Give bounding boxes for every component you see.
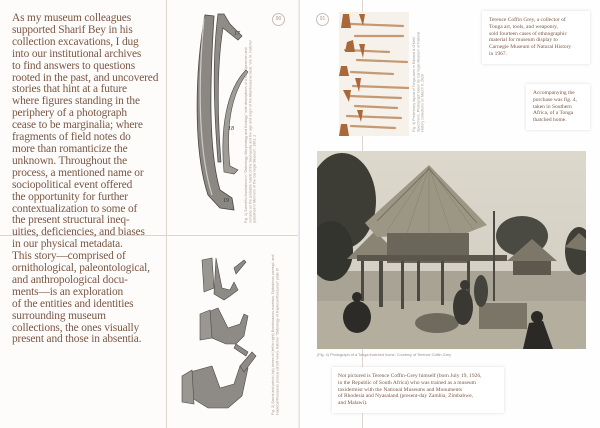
body-line: fragments of field notes do: [12, 131, 131, 144]
body-line: ornithological, paleontological,: [12, 262, 150, 275]
body-line: to find answers to questions: [12, 59, 135, 72]
callout-line: in 1967.: [489, 50, 508, 57]
callout-line: and Malawi).: [338, 400, 368, 407]
callout-line: in the Republic of South Africa) who was trained as a museum: [338, 379, 476, 386]
pelvis-illustration-fig2: [178, 248, 268, 418]
body-line: and anthropological docu-: [12, 273, 128, 286]
callout-line: Carnegie Museum of Natural History: [489, 44, 572, 51]
bone-label: 18: [228, 126, 234, 132]
body-line: rooted in the past, and uncovered: [12, 71, 159, 84]
callout-line: sold fourteen cases of ethnographic: [489, 30, 567, 37]
callout-line: taxidermist with the National Museums and Monuments: [338, 386, 463, 393]
body-line: As my museum colleagues: [12, 12, 131, 24]
page-number-left: 90: [272, 13, 285, 26]
body-line: supported Sharif Bey in his: [12, 23, 133, 36]
fig4-caption: (Fig. 4) Photograph of a Tonga thatched home. Courtesy of Terence Coffin-Grey: [317, 353, 452, 357]
callout-accompanying: [526, 84, 590, 130]
callout-line: material for museum display to: [489, 37, 558, 44]
callout-line: Not pictured is Terence Coffin-Grey himself (born July 19, 1926,: [338, 373, 482, 379]
body-line: the opportunity for further: [12, 190, 128, 203]
bone-illustration-fig1: [190, 10, 250, 220]
body-line: This story—comprised of: [12, 250, 126, 263]
fig3-caption: Fig. 3) Preliminary layout of Tonga axes in Edward & O'Neill Specimens. Photograph taken by Carnegie Museum of Natural History collections on March 6, 2020: [412, 32, 425, 132]
tonga-axes-photo-fig3: [339, 12, 409, 136]
body-line: more than romanticize the: [12, 142, 128, 155]
callout-line: of Rhodesia and Nyasaland (present-day Zambia, Zimbabwe,: [338, 393, 474, 400]
body-line: present and those in absentia.: [12, 333, 142, 346]
body-line: unknown. Throughout the: [12, 154, 127, 167]
body-line: ments—is an exploration: [12, 285, 124, 298]
body-line: periphery of a photograph: [12, 107, 127, 120]
callout-line: purchase was fig. 4,: [533, 96, 577, 103]
body-text: [12, 13, 162, 346]
body-line: cease to be marginalia; where: [12, 119, 143, 132]
callout-line: Accompanying the: [533, 90, 575, 96]
fig1-caption: Fig. 1) Scientific illustrations in "Osteology, Morphology and Ecology" with descriptions of a new Specimen and remarks on the probable habits of the Sauropoda and the age and origin of the Atlantosaurus beds. Vol. III. Hatcher published in Memoirs of the Carnegie Museum. 1901, 2: [244, 39, 257, 223]
fig2-caption: Fig. 2) Sacral and pelvic (hip) bones of (left to right) Brontosaurus excelsus, Diplodocus carnegii, and Haplocanthosaurus priscus (at left view), Hatcher "Osteology of Haplocanthosaurus" plate IV: [271, 254, 280, 415]
body-line: surrounding museum: [12, 309, 106, 322]
body-line: collection excavations, I dug: [12, 35, 139, 48]
body-line: process, a mentioned name or: [12, 166, 144, 179]
body-line: collections, the ones visually: [12, 321, 140, 334]
callout-collector: [482, 11, 590, 64]
bone-label: 17: [234, 31, 240, 37]
callout-line: thatched home.: [533, 117, 567, 124]
bone-label: 19: [223, 198, 229, 204]
column-rule-left: [166, 0, 167, 428]
tonga-thatched-home-photo: [317, 151, 586, 349]
callout-not-pictured: [332, 367, 504, 413]
callout-line: Africa, of a Tonga: [533, 110, 574, 117]
body-line: sociopolitical event offered: [12, 178, 133, 191]
body-line: stories that hint at a future: [12, 83, 127, 96]
callout-line: taken in Southern: [533, 103, 572, 110]
callout-line: Terence Coffin Grey, a collector of: [489, 17, 566, 23]
page-number-right: 91: [316, 13, 329, 26]
body-line: into our institutional archives: [12, 47, 142, 60]
callout-line: Tonga art, tools, and weaponry,: [489, 23, 559, 30]
body-line: the present structural ineq-: [12, 214, 130, 227]
body-line: of the entities and identities: [12, 297, 134, 310]
body-line: where figures standing in the: [12, 95, 140, 108]
body-line: uities, deficiencies, and biases: [12, 226, 145, 239]
body-line: in our physical metadata.: [12, 238, 123, 251]
body-line: contextualization to some of: [12, 202, 138, 215]
